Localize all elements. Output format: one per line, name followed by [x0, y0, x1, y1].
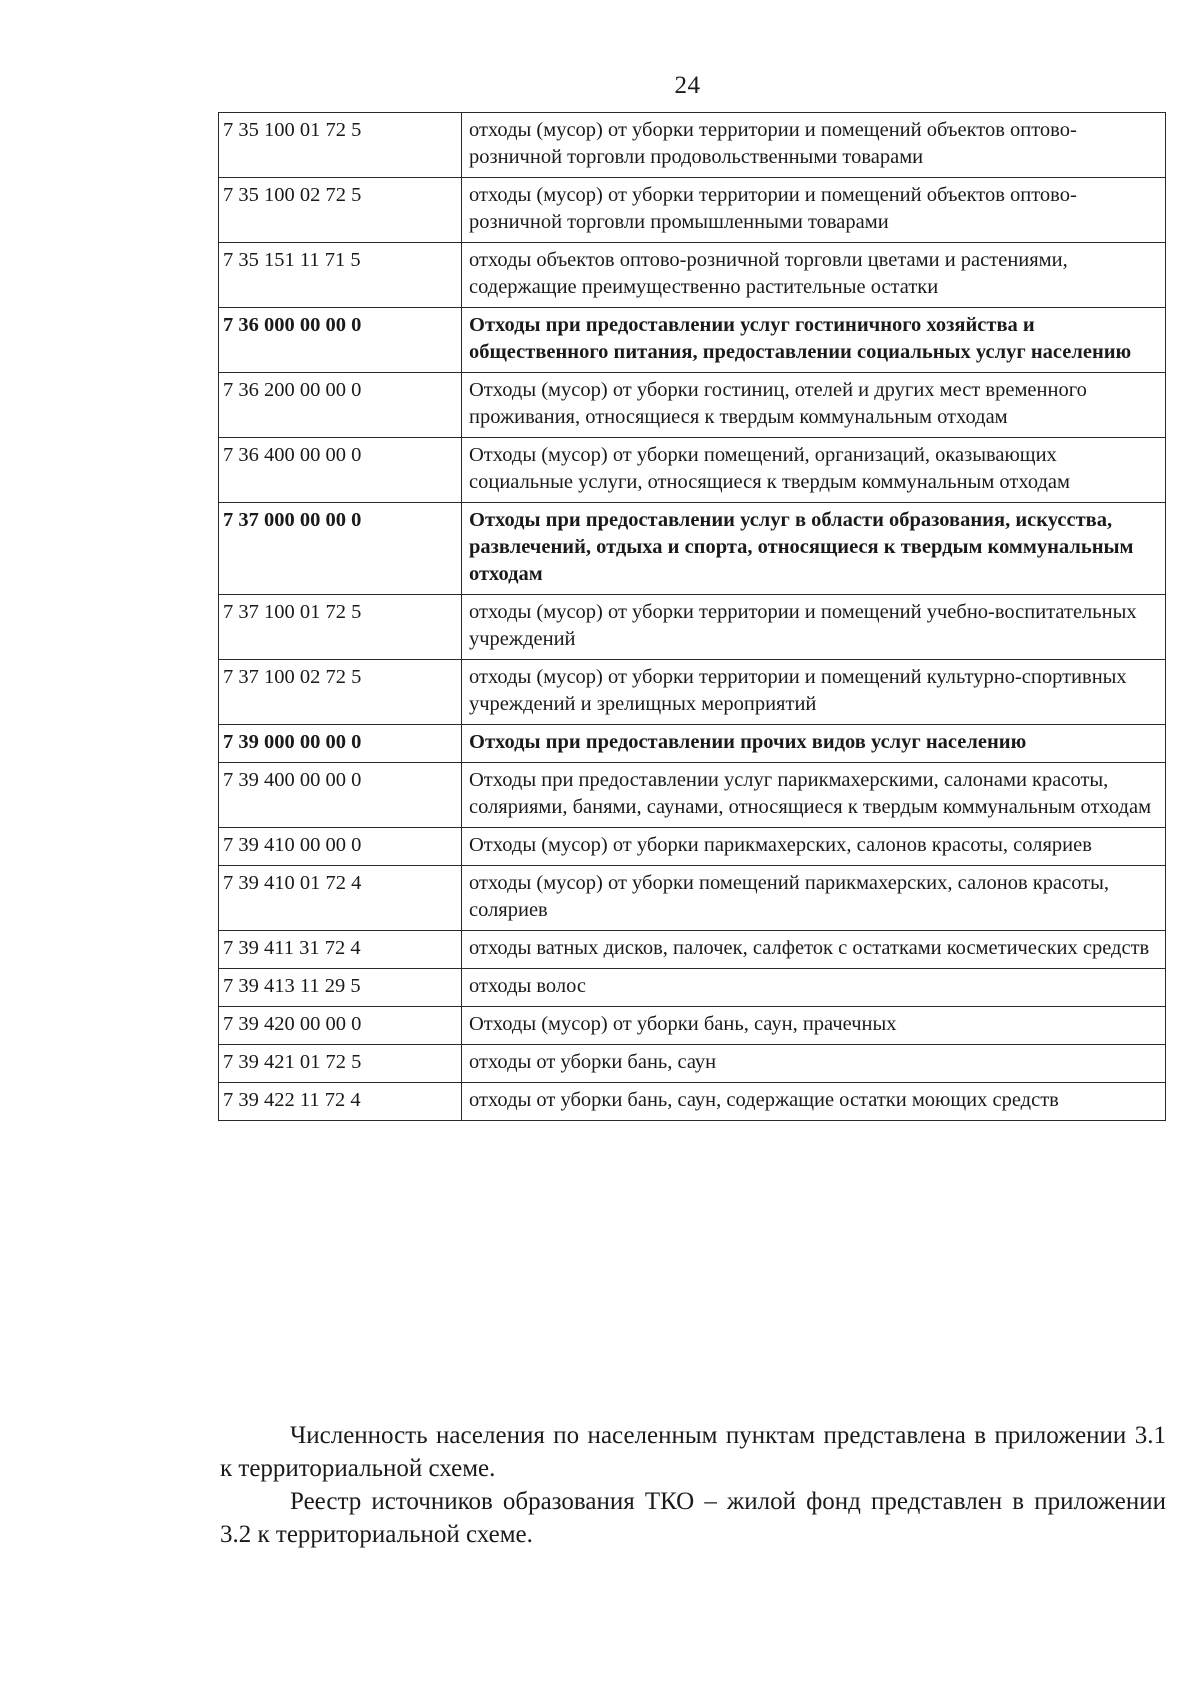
table-row [219, 1083, 1166, 1121]
table-row [219, 969, 1166, 1007]
waste-code-cell: 7 35 151 11 71 5 [219, 243, 462, 308]
waste-codes-table-body [219, 113, 1166, 1121]
table-row [219, 660, 1166, 725]
waste-code-cell: 7 36 400 00 00 0 [219, 438, 462, 503]
waste-code-cell: 7 39 411 31 72 4 [219, 931, 462, 969]
table-row [219, 438, 1166, 503]
waste-description-cell: Отходы (мусор) от уборки бань, саун, прачечных [462, 1007, 1166, 1045]
waste-description-cell: Отходы при предоставлении услуг парикмахерскими, салонами красоты, соляриями, банями, саунами, относящиеся к твердым коммунальным отходам [462, 763, 1166, 828]
waste-code-cell: 7 35 100 01 72 5 [219, 113, 462, 178]
table-row [219, 243, 1166, 308]
waste-description-cell: Отходы (мусор) от уборки помещений, организаций, оказывающих социальные услуги, относящиеся к твердым коммунальным отходам [462, 438, 1166, 503]
waste-code-cell: 7 36 000 00 00 0 [219, 308, 462, 373]
waste-code-cell: 7 37 100 01 72 5 [219, 595, 462, 660]
table-row [219, 178, 1166, 243]
waste-code-cell: 7 39 413 11 29 5 [219, 969, 462, 1007]
table-row [219, 866, 1166, 931]
waste-description-cell: отходы от уборки бань, саун, содержащие остатки моющих средств [462, 1083, 1166, 1121]
table-row [219, 828, 1166, 866]
waste-code-cell: 7 39 421 01 72 5 [219, 1045, 462, 1083]
waste-code-cell: 7 39 410 01 72 4 [219, 866, 462, 931]
waste-description-cell: отходы ватных дисков, палочек, салфеток с остатками косметических средств [462, 931, 1166, 969]
waste-code-cell: 7 35 100 02 72 5 [219, 178, 462, 243]
waste-description-cell: отходы (мусор) от уборки территории и помещений объектов оптово-розничной торговли промышленными товарами [462, 178, 1166, 243]
waste-code-cell: 7 36 200 00 00 0 [219, 373, 462, 438]
waste-code-cell: 7 39 422 11 72 4 [219, 1083, 462, 1121]
page-number: 24 [674, 72, 701, 99]
waste-code-cell: 7 39 410 00 00 0 [219, 828, 462, 866]
waste-code-cell: 7 39 420 00 00 0 [219, 1007, 462, 1045]
table-row [219, 763, 1166, 828]
table-row [219, 595, 1166, 660]
paragraph-registry: Реестр источников образования ТКО – жилой фонд представлен в приложении 3.2 к территориальной схеме. [220, 1488, 1166, 1548]
waste-description-cell: отходы (мусор) от уборки территории и помещений учебно-воспитательных учреждений [462, 595, 1166, 660]
table-row [219, 1045, 1166, 1083]
waste-code-cell: 7 37 000 00 00 0 [219, 503, 462, 595]
waste-description-cell: отходы волос [462, 969, 1166, 1007]
waste-description-cell: отходы объектов оптово-розничной торговли цветами и растениями, содержащие преимущественно растительные остатки [462, 243, 1166, 308]
waste-description-cell: отходы (мусор) от уборки территории и помещений объектов оптово-розничной торговли продовольственными товарами [462, 113, 1166, 178]
waste-code-cell: 7 37 100 02 72 5 [219, 660, 462, 725]
paragraph-population: Численность населения по населенным пунктам представлена в приложении 3.1 к территориальной схеме. [220, 1422, 1166, 1482]
table-row [219, 373, 1166, 438]
waste-description-cell: отходы от уборки бань, саун [462, 1045, 1166, 1083]
waste-codes-table [218, 112, 1166, 1121]
waste-description-cell: отходы (мусор) от уборки территории и помещений культурно-спортивных учреждений и зрелищных мероприятий [462, 660, 1166, 725]
waste-description-cell: Отходы при предоставлении прочих видов услуг населению [462, 725, 1166, 763]
table-row-category [219, 503, 1166, 595]
table-row-category [219, 725, 1166, 763]
table-row [219, 113, 1166, 178]
waste-description-cell: Отходы при предоставлении услуг гостиничного хозяйства и общественного питания, предоставлении социальных услуг населению [462, 308, 1166, 373]
waste-description-cell: отходы (мусор) от уборки помещений парикмахерских, салонов красоты, соляриев [462, 866, 1166, 931]
table-row [219, 931, 1166, 969]
waste-code-cell: 7 39 000 00 00 0 [219, 725, 462, 763]
waste-description-cell: Отходы (мусор) от уборки гостиниц, отелей и других мест временного проживания, относящиеся к твердым коммунальным отходам [462, 373, 1166, 438]
waste-description-cell: Отходы при предоставлении услуг в области образования, искусства, развлечений, отдыха и спорта, относящиеся к твердым коммунальным отходам [462, 503, 1166, 595]
waste-description-cell: Отходы (мусор) от уборки парикмахерских, салонов красоты, соляриев [462, 828, 1166, 866]
table-row [219, 1007, 1166, 1045]
body-text [220, 1419, 1166, 1551]
table-row-category [219, 308, 1166, 373]
waste-code-cell: 7 39 400 00 00 0 [219, 763, 462, 828]
